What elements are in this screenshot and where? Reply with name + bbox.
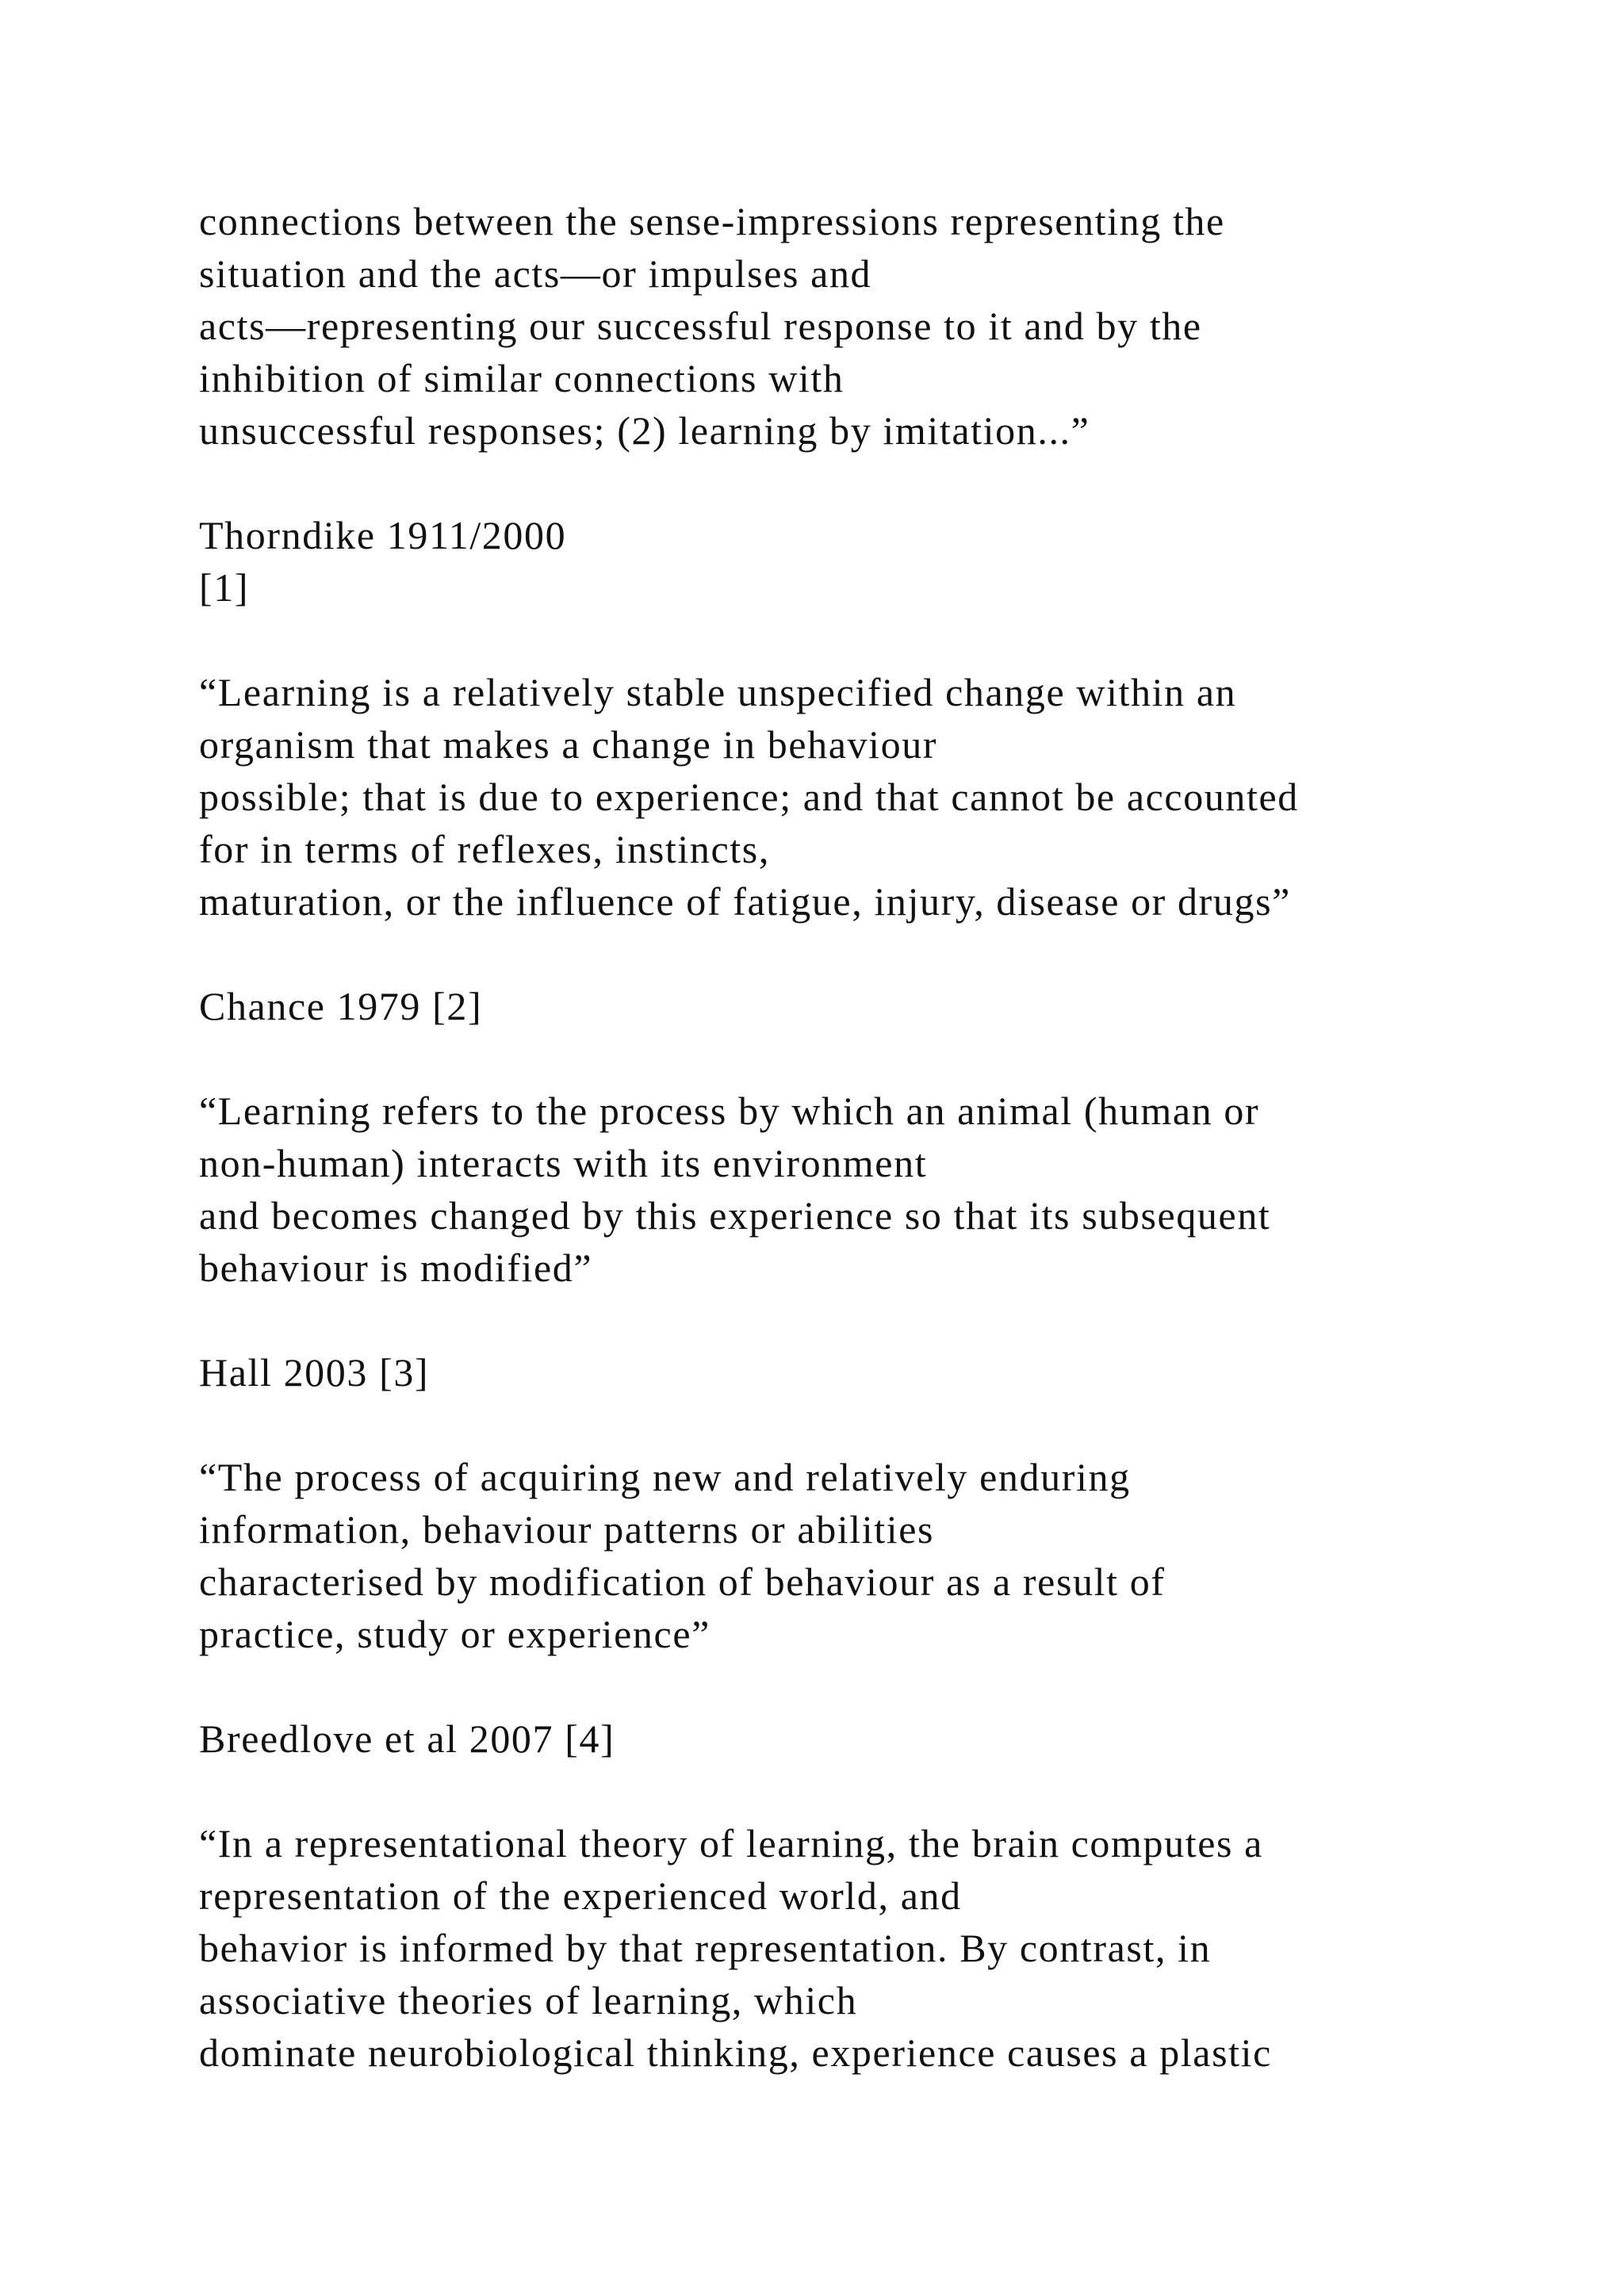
- citation: Thorndike 1911/2000: [199, 513, 567, 557]
- citation: Breedlove et al 2007 [4]: [199, 1716, 615, 1761]
- document-text: [199, 195, 1547, 2079]
- paragraph-gap: [199, 1660, 1547, 1712]
- paragraph-gap: [199, 457, 1547, 509]
- citation: Hall 2003 [3]: [199, 1350, 430, 1395]
- text-line: inhibition of similar connections with: [199, 356, 845, 400]
- text-line: “Learning is a relatively stable unspecified change within an: [199, 670, 1237, 714]
- text-line: characterised by modification of behaviour as a result of: [199, 1559, 1166, 1604]
- citation: Chance 1979 [2]: [199, 984, 483, 1028]
- paragraph-gap: [199, 1294, 1547, 1346]
- text-line: connections between the sense-impressions representing the: [199, 199, 1225, 243]
- citation-ref: [1]: [199, 565, 250, 610]
- paragraph-gap: [199, 928, 1547, 980]
- text-line: and becomes changed by this experience so that its subsequent: [199, 1193, 1271, 1238]
- text-line: acts—representing our successful response to it and by the: [199, 304, 1202, 348]
- text-line: representation of the experienced world, and: [199, 1873, 962, 1918]
- text-line: “Learning refers to the process by which an animal (human or: [199, 1089, 1260, 1133]
- text-line: organism that makes a change in behaviour: [199, 722, 938, 767]
- text-line: behavior is informed by that representation. By contrast, in: [199, 1926, 1212, 1970]
- text-line: behaviour is modified”: [199, 1246, 593, 1290]
- text-line: “The process of acquiring new and relatively enduring: [199, 1455, 1131, 1499]
- text-line: dominate neurobiological thinking, experience causes a plastic: [199, 2030, 1272, 2075]
- text-line: unsuccessful responses; (2) learning by imitation...”: [199, 408, 1090, 453]
- paragraph-gap: [199, 1765, 1547, 1817]
- text-line: situation and the acts—or impulses and: [199, 251, 872, 296]
- paragraph-gap: [199, 614, 1547, 666]
- text-line: “In a representational theory of learning, the brain computes a: [199, 1821, 1263, 1866]
- text-line: practice, study or experience”: [199, 1612, 710, 1656]
- text-line: possible; that is due to experience; and that cannot be accounted: [199, 775, 1299, 819]
- paragraph-gap: [199, 1399, 1547, 1451]
- text-line: information, behaviour patterns or abilities: [199, 1507, 935, 1552]
- text-line: associative theories of learning, which: [199, 1978, 858, 2022]
- text-line: maturation, or the influence of fatigue, injury, disease or drugs”: [199, 879, 1291, 924]
- text-line: non-human) interacts with its environment: [199, 1141, 928, 1185]
- text-line: for in terms of reflexes, instincts,: [199, 827, 770, 871]
- paragraph-gap: [199, 1032, 1547, 1085]
